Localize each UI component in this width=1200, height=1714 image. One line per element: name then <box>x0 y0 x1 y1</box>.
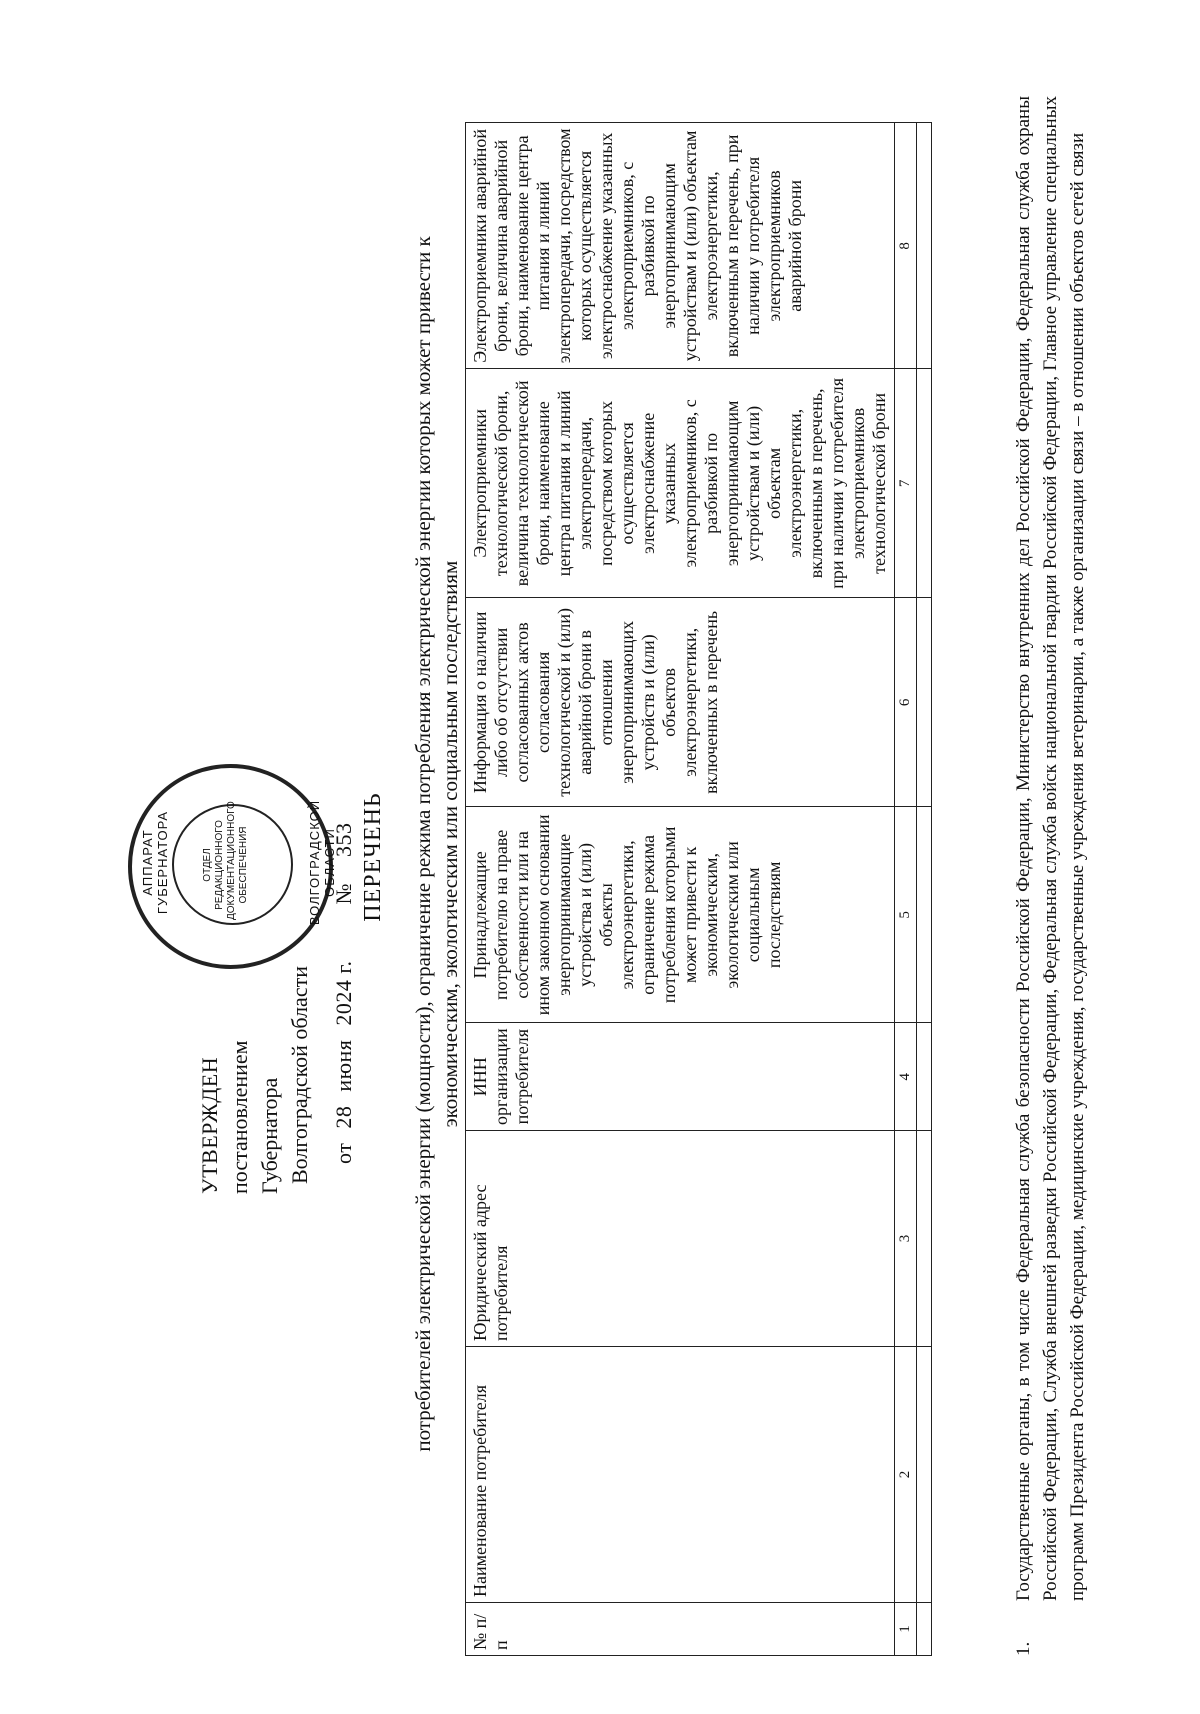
table-cell <box>917 1131 932 1347</box>
approval-approved: УТВЕРЖДЕН <box>197 1056 222 1194</box>
stamp-ring-top: АППАРАТ ГУБЕРНАТОРА <box>140 810 170 915</box>
col-number-1: 1 <box>895 1603 917 1656</box>
document-number: 353 <box>331 822 356 858</box>
col-header-5: Принадлежащие потребителю на праве собственности или на ином законном основании энергопринимающие устройства и (или) объекты электроэнергетики, ограничение режима потребления которыми может привести к экономическим, экологическим или социальным последствиям <box>466 807 895 1023</box>
col-number-7: 7 <box>895 369 917 598</box>
col-header-4: ИНН организации потребителя <box>466 1023 895 1131</box>
approval-governor: Губернатора <box>257 1077 282 1194</box>
column-number-row <box>895 123 917 1656</box>
table-header-row <box>466 123 895 1656</box>
col-header-7: Электроприемники технологической брони, величина технологической брони, наименование центра питания и линий электропередачи, посредством которых осуществляется электроснабжение указанных электроприемников, с разбивкой по энергопринимающим устройствам и (или) объектам электроэнергетики, включенным в перечень, при наличии у потребителя электроприемников технологической брони <box>466 369 895 598</box>
approval-by: постановлением <box>227 1040 252 1194</box>
section-number: 1. <box>1013 1641 1034 1656</box>
col-number-2: 2 <box>895 1347 917 1603</box>
col-number-6: 6 <box>895 598 917 807</box>
number-sign: № <box>331 883 356 905</box>
document-subtitle: потребителей электрической энергии (мощности), ограничение режима потребления электрической энергии которых может привести к экономическим, экологическим или социальным последствиям <box>411 236 462 1452</box>
col-number-4: 4 <box>895 1023 917 1131</box>
table-cell <box>917 369 932 598</box>
approval-block <box>195 815 359 1194</box>
section-text: Государственные органы, в том числе Федеральная служба безопасности Российской Федерации, Министерство внутренних дел Российской Федерации, Федеральная служба охраны Российской Федерации, Служба внешней разведки Российской Федерации, Федеральная служба войск национальной гвардии Российской Федерации, Главное управление специальных программ Президента Российской Федерации, медицинские учреждения, государственные учреждения ветеринарии, а также организации связи – в отношении объектов сетей связи <box>1013 96 1088 1601</box>
date-prefix: от <box>331 1142 356 1164</box>
approval-region: Волгоградской области <box>287 966 312 1184</box>
section-1 <box>1010 96 1091 1656</box>
col-number-3: 3 <box>895 1131 917 1347</box>
col-header-3: Юридический адрес потребителя <box>466 1131 895 1347</box>
date-month: июня <box>331 1039 356 1092</box>
stamp-ring-bottom: ВОЛГОГРАДСКОЙ ОБЛАСТИ <box>307 799 337 926</box>
approval-date-line <box>329 815 359 1194</box>
date-day: 28 <box>331 1105 356 1129</box>
table-cell <box>917 807 932 1023</box>
stamp-center-text: ОТДЕЛ РЕДАКЦИОННОГО ДОКУМЕНТАЦИОННОГО ОБЕСПЕЧЕНИЯ <box>202 801 249 920</box>
table-cell <box>917 1347 932 1603</box>
consumers-table <box>465 122 932 1656</box>
table-cell <box>917 1603 932 1656</box>
col-header-2: Наименование потребителя <box>466 1347 895 1603</box>
col-header-1: № п/п <box>466 1603 895 1656</box>
col-number-5: 5 <box>895 807 917 1023</box>
col-header-6: Информация о наличии либо об отсутствии согласованных актов согласования технологической и (или) аварийной брони в отношении энергопринимающих устройств и (или) объектов электроэнергетики, включенных в перечень <box>466 598 895 807</box>
col-number-8: 8 <box>895 123 917 369</box>
date-year: 2024 г. <box>331 960 356 1026</box>
col-header-8: Электроприемники аварийной брони, величина аварийной брони, наименование центра питания и линий электропередачи, посредством которых осуществляется электроснабжение указанных электроприемников, с разбивкой по энергопринимающим устройствам и (или) объектам электроэнергетики, включенным в перечень, при наличии у потребителя электроприемников аварийной брони <box>466 123 895 369</box>
table-cell <box>917 598 932 807</box>
table-cell <box>917 123 932 369</box>
table-cell <box>917 1023 932 1131</box>
table-row <box>917 123 932 1656</box>
document-title: ПЕРЕЧЕНЬ <box>360 792 386 922</box>
